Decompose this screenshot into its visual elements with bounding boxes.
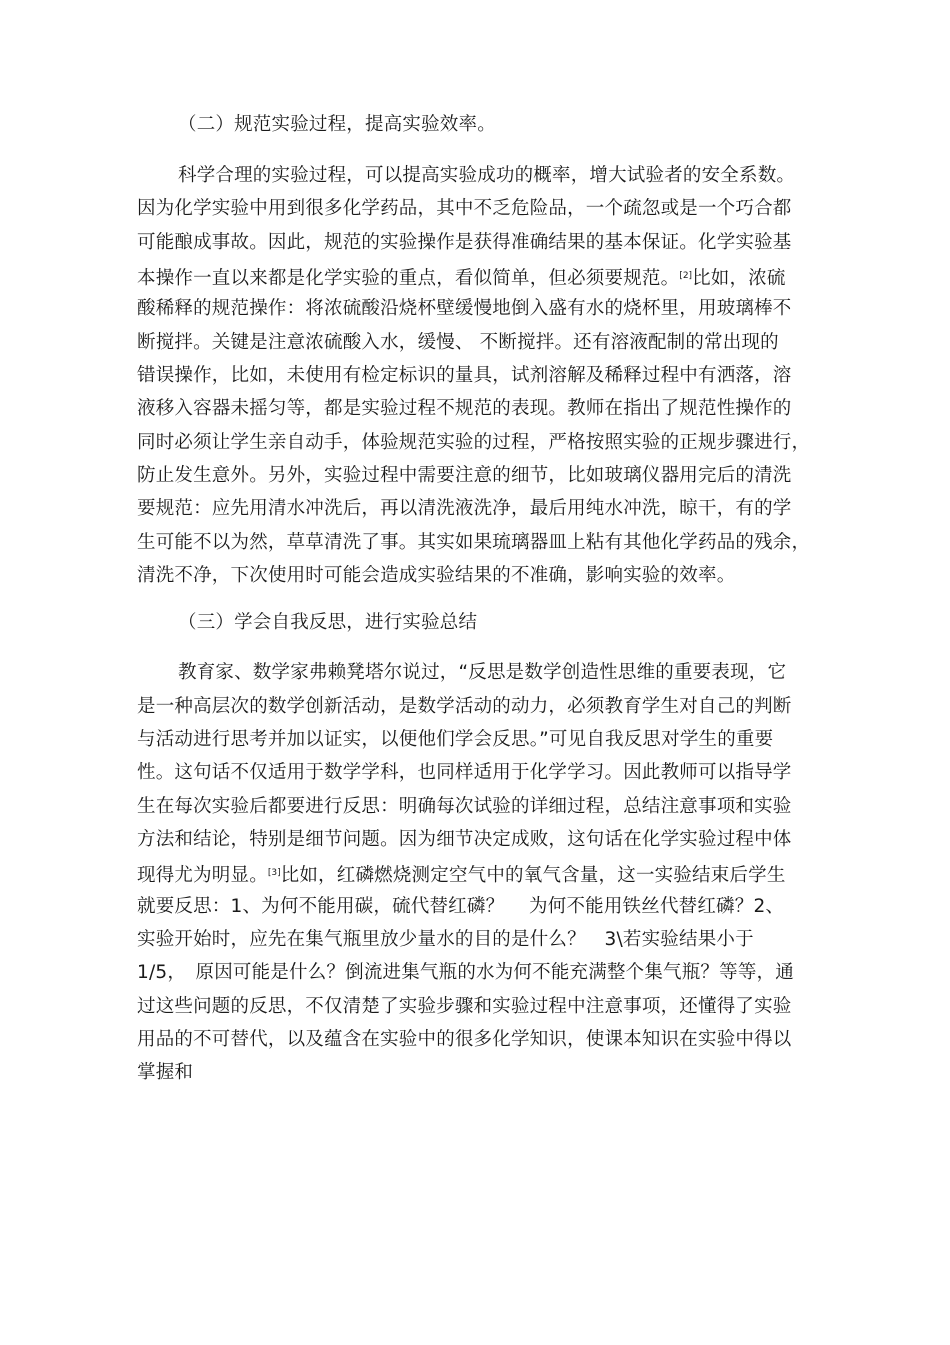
paragraph-line: 用品的不可替代，以及蕴含在实验中的很多化学知识，使课本知识在实验中得以 xyxy=(137,1029,792,1050)
citation-ref: [3] xyxy=(267,868,281,878)
paragraph-line: 液移入容器未摇匀等，都是实验过程不规范的表现。教师在指出了规范性操作的 xyxy=(137,398,792,419)
paragraph-line xyxy=(137,264,786,291)
paragraph-line: 生可能不以为然，草草清洗了事。其实如果琉璃器皿上粘有其他化学药品的残余， xyxy=(137,532,811,553)
paragraph-line: 与活动进行思考并加以证实，以便他们学会反思。”可见自我反思对学生的重要 xyxy=(137,729,774,750)
paragraph-line: 清洗不净，下次使用时可能会造成实验结果的不准确，影响实验的效率。 xyxy=(137,565,736,586)
paragraph-line: 方法和结论，特别是细节问题。因为细节决定成败，这句话在化学实验过程中体 xyxy=(137,829,792,850)
paragraph-line: 科学合理的实验过程，可以提高实验成功的概率，增大试验者的安全系数。 xyxy=(178,165,796,186)
paragraph-line: 防止发生意外。另外，实验过程中需要注意的细节，比如玻璃仪器用完后的清洗 xyxy=(137,465,792,486)
paragraph-line: 可能酿成事故。因此，规范的实验操作是获得准确结果的基本保证。化学实验基 xyxy=(137,232,792,253)
paragraph-line: 过这些问题的反思，不仅清楚了实验步骤和实验过程中注意事项，还懂得了实验 xyxy=(137,996,792,1017)
paragraph-line: 掌握和 xyxy=(137,1062,194,1083)
paragraph-line: 同时必须让学生亲自动手，体验规范实验的过程，严格按照实验的正规步骤进行， xyxy=(137,432,811,453)
paragraph-line: 因为化学实验中用到很多化学药品，其中不乏危险品，一个疏忽或是一个巧合都 xyxy=(137,198,792,219)
line-text: 比如，红磷燃烧测定空气中的氧气含量，这一实验结束后学生 xyxy=(280,865,786,886)
paragraph-line: 要规范：应先用清水冲洗后，再以清洗液洗净，最后用纯水冲洗，晾干，有的学 xyxy=(137,498,792,519)
section-heading-3: （三）学会自我反思，进行实验总结 xyxy=(178,612,478,633)
paragraph-line: 就要反思：1、为何不能用碳，硫代替红磷？ 为何不能用铁丝代替红磷？2、 xyxy=(137,896,785,917)
paragraph-line: 性。这句话不仅适用于数学学科，也同样适用于化学学习。因此教师可以指导学 xyxy=(137,762,792,783)
line-text: 现得尤为明显。 xyxy=(137,865,268,886)
paragraph-line: 实验开始时，应先在集气瓶里放少量水的目的是什么？ 3\若实验结果小于 xyxy=(137,929,754,950)
paragraph-line: 1/5， 原因可能是什么？倒流进集气瓶的水为何不能充满整个集气瓶？等等，通 xyxy=(137,962,794,983)
paragraph-line: 断搅拌。关键是注意浓硫酸入水，缓慢、 不断搅拌。还有溶液配制的常出现的 xyxy=(137,332,779,353)
paragraph-line: 生在每次实验后都要进行反思：明确每次试验的详细过程，总结注意事项和实验 xyxy=(137,796,792,817)
line-text: 本操作一直以来都是化学实验的重点，看似简单，但必须要规范。 xyxy=(137,268,680,289)
paragraph-line: 酸稀释的规范操作：将浓硫酸沿烧杯壁缓慢地倒入盛有水的烧杯里，用玻璃棒不 xyxy=(137,298,792,319)
line-text: 比如，浓硫 xyxy=(692,268,786,289)
paragraph-line: 是一种高层次的数学创新活动，是数学活动的动力，必须教育学生对自己的判断 xyxy=(137,696,792,717)
paragraph-line: 错误操作，比如，未使用有检定标识的量具，试剂溶解及稀释过程中有洒落，溶 xyxy=(137,365,792,386)
paragraph-line: 教育家、数学家弗赖凳塔尔说过，“反思是数学创造性思维的重要表现，它 xyxy=(178,662,787,683)
citation-ref: [2] xyxy=(679,271,693,281)
paragraph-line xyxy=(137,861,786,888)
section-heading-2: （二）规范实验过程，提高实验效率。 xyxy=(178,114,496,135)
